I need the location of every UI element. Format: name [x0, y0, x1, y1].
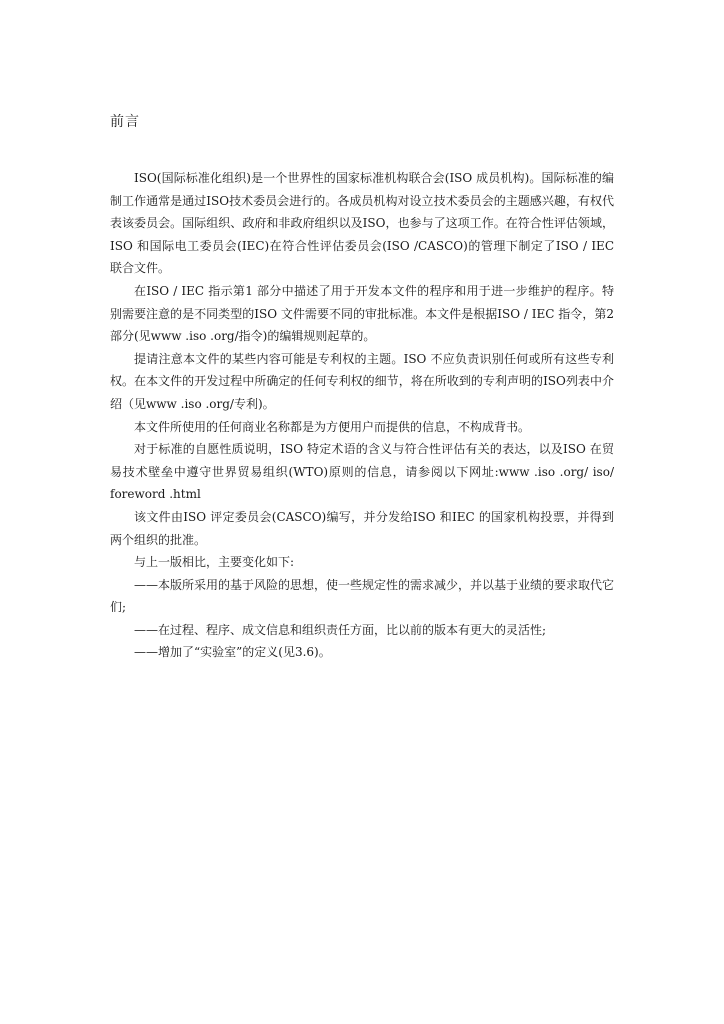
list-item-change-risk: ——本版所采用的基于风险的思想，使一些规定性的需求减少，并以基于业绩的要求取代它们;: [110, 577, 615, 615]
paragraph-directives: 在ISO / IEC 指示第1 部分中描述了用于开发本文件的程序和用于进一步维护的程序。特别需要注意的是不同类型的ISO 文件需要不同的审批标准。本文件是根据ISO / IEC 指令，第2 部分(见www .iso .org/指令)的编辑规则起草的。: [110, 283, 614, 344]
paragraph-voluntary-nature: 对于标准的自愿性质说明，ISO 特定术语的含义与符合性评估有关的表达，以及ISO 在贸易技术壁垒中遵守世界贸易组织(WTO)原则的信息，请参阅以下网址:www .iso .org/ iso/ foreword .html: [110, 442, 614, 502]
paragraph-trade-names: 本文件所使用的任何商业名称都是为方便用户而提供的信息，不构成背书。: [134, 419, 531, 434]
paragraph-changes-intro: 与上一版相比，主要变化如下:: [134, 555, 295, 570]
paragraph-casco: 该文件由ISO 评定委员会(CASCO)编写，并分发给ISO 和IEC 的国家机构投票，并得到两个组织的批准。: [110, 509, 614, 547]
paragraph-patents: 提请注意本文件的某些内容可能是专利权的主题。ISO 不应负责识别任何或所有这些专利权。在本文件的开发过程中所确定的任何专利权的细节，将在所收到的专利声明的ISO列表中介绍（见www .iso .org/专利)。: [110, 351, 614, 411]
list-item-change-flexibility: ——在过程、程序、成文信息和组织责任方面，比以前的版本有更大的灵活性;: [134, 622, 547, 637]
list-item-change-laboratory: ——增加了“实验室”的定义(见3.6)。: [134, 645, 331, 660]
page-title: 前言: [110, 114, 140, 130]
paragraph-intro-iso: ISO(国际标准化组织)是一个世界性的国家标准机构联合会(ISO 成员机构)。国际标准的编制工作通常是通过ISO技术委员会进行的。各成员机构对设立技术委员会的主题感兴趣，有权代表该委员会。国际组织、政府和非政府组织以及ISO，也参与了这项工作。在符合性评估领域，ISO 和国际电工委员会(IEC)在符合性评估委员会(ISO /CASCO)的管理下制定了ISO / IEC 联合文件。: [110, 171, 614, 276]
body-text: [110, 167, 614, 664]
